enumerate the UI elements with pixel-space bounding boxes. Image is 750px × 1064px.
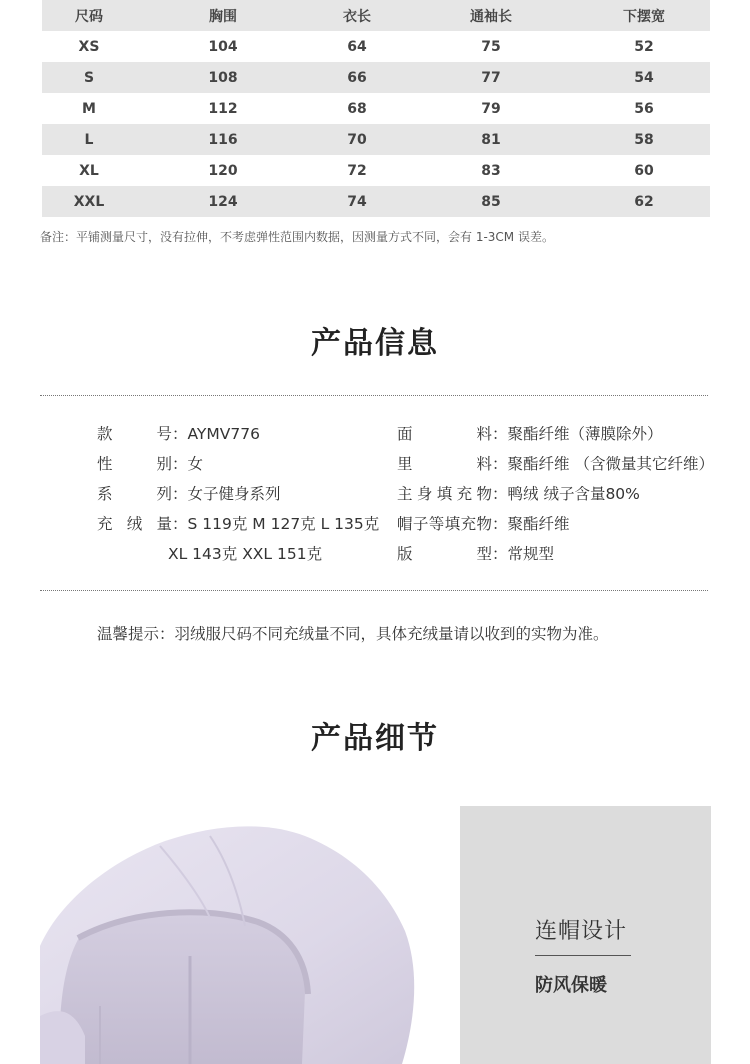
feature-subtitle: 防风保暖 <box>535 975 607 996</box>
info-value: 聚酯纤维（薄膜除外） <box>507 425 663 443</box>
table-cell: S <box>42 62 136 93</box>
table-cell: 64 <box>347 38 367 55</box>
info-row-fill-amount: 充绒量：S 119克 M 127克 L 135克 <box>97 515 380 533</box>
info-label: 里料 <box>397 455 492 473</box>
hood-jacket-photo <box>40 806 430 1064</box>
info-row-gender: 性别：女 <box>97 455 204 473</box>
table-cell: 62 <box>578 186 710 217</box>
header-cell: 下摆宽 <box>578 0 710 31</box>
table-row <box>42 186 710 217</box>
divider <box>40 395 708 396</box>
table-cell: 112 <box>208 100 238 117</box>
info-row-body-filling: 主身填充物：鸭绒 绒子含量80% <box>397 485 640 503</box>
table-cell: 60 <box>634 162 654 179</box>
table-cell: 81 <box>404 124 578 155</box>
info-label: 充绒量 <box>97 515 172 533</box>
info-value: S 119克 M 127克 L 135克 <box>187 515 380 533</box>
table-cell: 52 <box>634 38 654 55</box>
table-cell: 83 <box>481 162 501 179</box>
table-cell: 104 <box>208 38 238 55</box>
feature-divider <box>535 955 631 956</box>
table-cell: 58 <box>578 124 710 155</box>
table-cell: 116 <box>136 124 310 155</box>
table-cell: XL <box>79 162 99 179</box>
size-table-header <box>42 0 710 31</box>
table-cell: 70 <box>310 124 404 155</box>
info-value: 聚酯纤维 （含微量其它纤维） <box>507 455 714 473</box>
header-cell: 尺码 <box>42 0 136 31</box>
info-value: XL 143克 XXL 151克 <box>168 545 323 563</box>
header-cell: 衣长 <box>310 0 404 31</box>
table-cell: 54 <box>578 62 710 93</box>
table-cell: L <box>42 124 136 155</box>
info-label: 款号 <box>97 425 172 443</box>
info-value: 女 <box>187 455 204 473</box>
table-cell: 72 <box>347 162 367 179</box>
info-label: 帽子等填充物 <box>397 515 492 533</box>
table-cell: 79 <box>481 100 501 117</box>
info-row-lining: 里料：聚酯纤维 （含微量其它纤维） <box>397 455 714 473</box>
table-cell: 85 <box>404 186 578 217</box>
table-cell: XXL <box>42 186 136 217</box>
table-cell: 120 <box>208 162 238 179</box>
info-row-fabric: 面料：聚酯纤维（薄膜除外） <box>397 425 663 443</box>
info-label: 版型 <box>397 545 492 563</box>
table-cell: M <box>82 100 96 117</box>
info-value: 常规型 <box>507 545 555 563</box>
table-cell: 74 <box>310 186 404 217</box>
info-row-fit: 版型：常规型 <box>397 545 555 563</box>
table-cell: 75 <box>481 38 501 55</box>
feature-title: 连帽设计 <box>535 919 628 944</box>
info-label: 性别 <box>97 455 172 473</box>
info-value: 聚酯纤维 <box>507 515 570 533</box>
table-cell: 108 <box>136 62 310 93</box>
info-value: AYMV776 <box>187 425 260 443</box>
measurement-note: 备注：平铺测量尺寸，没有拉伸，不考虑弹性范围内数据，因测量方式不同，会有 1-3CM 误差。 <box>40 230 554 244</box>
table-cell: 56 <box>634 100 654 117</box>
warm-tip: 温馨提示：羽绒服尺码不同充绒量不同，具体充绒量请以收到的实物为准。 <box>97 625 609 643</box>
header-cell: 通袖长 <box>404 0 578 31</box>
info-row-style-no: 款号：AYMV776 <box>97 425 260 443</box>
product-detail-title: 产品细节 <box>311 721 439 756</box>
info-label: 面料 <box>397 425 492 443</box>
info-row-hood-filling: 帽子等填充物：聚酯纤维 <box>397 515 570 533</box>
info-label: 系列 <box>97 485 172 503</box>
table-cell: 68 <box>347 100 367 117</box>
info-value: 女子健身系列 <box>187 485 281 503</box>
table-row <box>42 62 710 93</box>
product-info-title: 产品信息 <box>311 326 439 361</box>
size-table <box>42 0 710 217</box>
info-value: 鸭绒 绒子含量80% <box>507 485 640 503</box>
table-row <box>42 31 710 62</box>
table-cell: 77 <box>404 62 578 93</box>
divider <box>40 590 708 591</box>
table-row <box>42 93 710 124</box>
table-cell: XS <box>78 38 100 55</box>
info-row-fill-amount-cont <box>168 543 322 565</box>
table-cell: 66 <box>310 62 404 93</box>
table-row <box>42 155 710 186</box>
jacket-illustration <box>40 806 430 1064</box>
table-cell: 124 <box>136 186 310 217</box>
info-row-series: 系列：女子健身系列 <box>97 485 281 503</box>
header-cell: 胸围 <box>136 0 310 31</box>
table-row <box>42 124 710 155</box>
feature-panel <box>460 806 711 1064</box>
info-label: 主身填充物 <box>397 485 492 503</box>
